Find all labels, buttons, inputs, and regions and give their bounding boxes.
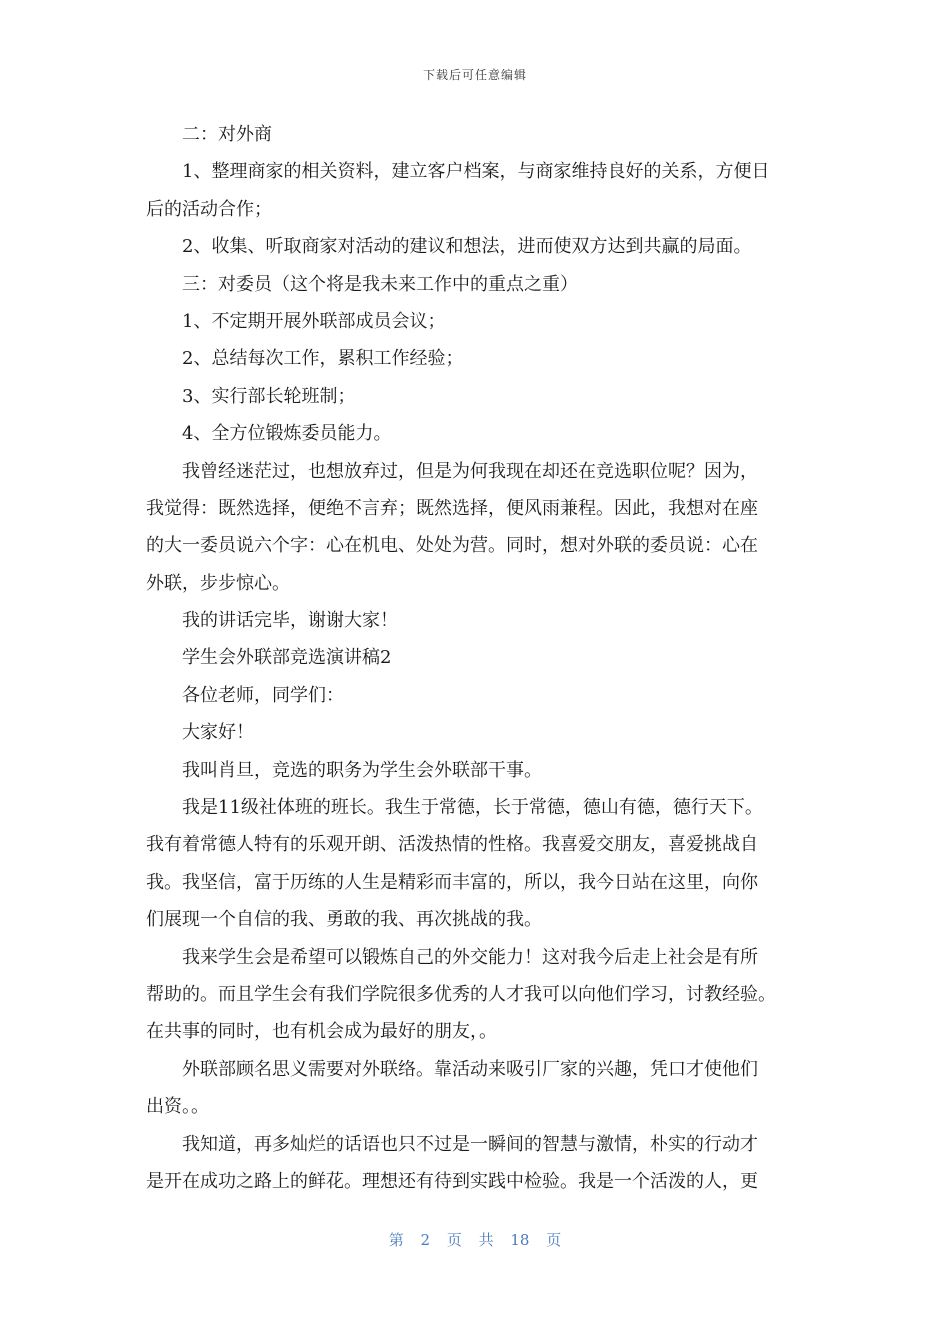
text-line: 我的讲话完毕，谢谢大家！	[182, 610, 398, 632]
text-line: 各位老师，同学们：	[182, 684, 344, 706]
text-line: 我叫肖旦，竞选的职务为学生会外联部干事。	[182, 759, 542, 781]
text-line: 3、实行部长轮班制；	[182, 385, 356, 407]
text-line: 我。我坚信，富于历练的人生是精彩而丰富的，所以，我今日站在这里，向你	[146, 871, 758, 893]
text-line: 2、总结每次工作，累积工作经验；	[182, 348, 464, 370]
text-line: 二：对外商	[182, 124, 272, 145]
text-line: 学生会外联部竞选演讲稿2	[182, 647, 392, 669]
text-line: 我来学生会是希望可以锻炼自己的外交能力！这对我今后走上社会是有所	[182, 946, 758, 968]
text-line: 出资。。	[146, 1096, 209, 1118]
page-number-footer: 第 2 页 共 18 页	[388, 1231, 562, 1249]
text-line: 大家好！	[182, 722, 254, 744]
text-line: 我有着常德人特有的乐观开朗、活泼热情的性格。我喜爱交朋友，喜爱挑战自	[146, 834, 758, 856]
text-line: 是开在成功之路上的鲜花。理想还有待到实践中检验。我是一个活泼的人，更	[146, 1170, 758, 1192]
text-line: 1、整理商家的相关资料，建立客户档案，与商家维持良好的关系，方便日	[182, 161, 770, 183]
text-line: 们展现一个自信的我、勇敢的我、再次挑战的我。	[146, 909, 542, 931]
text-line: 2、收集、听取商家对活动的建议和想法，进而使双方达到共赢的局面。	[182, 236, 752, 258]
text-line: 在共事的同时，也有机会成为最好的朋友，。	[146, 1021, 497, 1043]
text-line: 外联，步步惊心。	[146, 572, 290, 594]
text-line: 外联部顾名思义需要对外联络。靠活动来吸引厂家的兴趣，凭口才使他们	[182, 1058, 758, 1080]
text-line: 三：对委员（这个将是我未来工作中的重点之重）	[182, 273, 578, 295]
text-line: 的大一委员说六个字：心在机电、处处为营。同时，想对外联的委员说：心在	[146, 535, 758, 557]
text-line: 1、不定期开展外联部成员会议；	[182, 310, 446, 332]
text-line: 帮助的。而且学生会有我们学院很多优秀的人才我可以向他们学习，讨教经验。	[146, 983, 776, 1005]
text-line: 我是11级社体班的班长。我生于常德，长于常德，德山有德，德行天下。	[182, 797, 763, 819]
text-line: 我知道，再多灿烂的话语也只不过是一瞬间的智慧与激情，朴实的行动才	[182, 1133, 758, 1155]
text-line: 我觉得：既然选择，便绝不言弃；既然选择，便风雨兼程。因此，我想对在座	[146, 497, 758, 519]
text-line: 我曾经迷茫过，也想放弃过，但是为何我现在却还在竞选职位呢？因为，	[182, 460, 758, 482]
text-line: 4、全方位锻炼委员能力。	[182, 423, 392, 445]
page-header: 下载后可任意编辑	[422, 68, 527, 82]
text-line: 后的活动合作；	[146, 198, 272, 220]
document-body	[146, 116, 806, 1200]
